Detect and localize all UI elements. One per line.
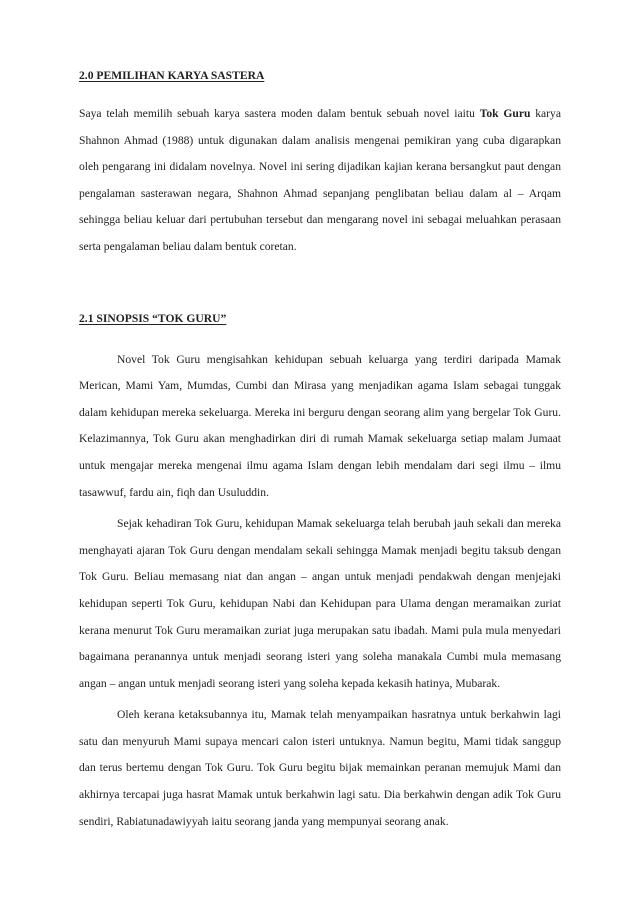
paragraph-pemilihan-lead: Saya telah memilih sebuah karya sastera moden dalam bentuk sebuah novel iaitu	[79, 107, 480, 120]
paragraph-sinopsis-3: Oleh kerana ketaksubannya itu, Mamak telah menyampaikan hasratnya untuk berkahwin lagi satu dan menyuruh Mami supaya mencari calon isteri untuknya. Namun begitu, Mami tidak sanggup dan terus bertemu dengan Tok Guru. Tok Guru begitu bijak memainkan peranan memujuk Mami dan akhirnya tercapai juga hasrat Mamak untuk berkahwin lagi satu. Dia berkahwin dengan adik Tok Guru sendiri, Rabiatunadawiyyah iaitu seorang janda yang mempunyai seorang anak.	[79, 708, 561, 828]
paragraph-sinopsis-1: Novel Tok Guru mengisahkan kehidupan sebuah keluarga yang terdiri daripada Mamak Merican, Mami Yam, Mumdas, Cumbi dan Mirasa yang menjadikan agama Islam sebagai tunggak dalam kehidupan mereka sekeluarga. Mereka ini berguru dengan seorang alim yang bergelar Tok Guru. Kelazimannya, Tok Guru akan menghadirkan diri di rumah Mamak sekeluarga setiap malam Jumaat untuk mengajar mereka mengenai ilmu agama Islam dengan lebih mendalam dari segi ilmu – ilmu tasawwuf, fardu ain, fiqh dan Usuluddin.	[79, 352, 561, 499]
novel-title-bold: Tok Guru	[479, 107, 531, 120]
page-content	[79, 68, 561, 835]
paragraph-pemilihan-rest: karya Shahnon Ahmad (1988) untuk digunakan dalam analisis mengenai pemikiran yang cuba digarapkan oleh pengarang ini didalam novelnya. Novel ini sering dijadikan kajian kerana bersangkut paut dengan pengalaman sasterawan negara, Shahnon Ahmad sepanjang penglibatan beliau dalam al – Arqam sehingga beliau keluar dari pertubuhan tersebut dan mengarang novel ini sebagai meluahkan perasaan serta pengalaman beliau dalam bentuk coretan.	[79, 107, 561, 253]
section-heading-pemilihan: 2.0 PEMILIHAN KARYA SASTERA	[79, 69, 265, 82]
paragraph-sinopsis-2: Sejak kehadiran Tok Guru, kehidupan Mamak sekeluarga telah berubah jauh sekali dan mereka menghayati ajaran Tok Guru dengan mendalam sekali sehingga Mamak menjadi begitu taksub dengan Tok Guru. Beliau memasang niat dan angan – angan untuk menjadi pendakwah dengan menjejaki kehidupan seperti Tok Guru, kehidupan Nabi dan Kehidupan para Ulama dengan meramaikan zuriat kerana menurut Tok Guru meramaikan zuriat juga merupakan satu ibadah. Mami pula mula menyedari bagaimana peranannya untuk menjadi seorang isteri yang soleha manakala Cumbi mula memasang angan – angan untuk menjadi seorang isteri yang soleha kepada kekasih hatinya, Mubarak.	[79, 517, 561, 690]
section-heading-sinopsis: 2.1 SINOPSIS “TOK GURU”	[79, 311, 227, 325]
paragraph-pemilihan	[79, 101, 561, 261]
